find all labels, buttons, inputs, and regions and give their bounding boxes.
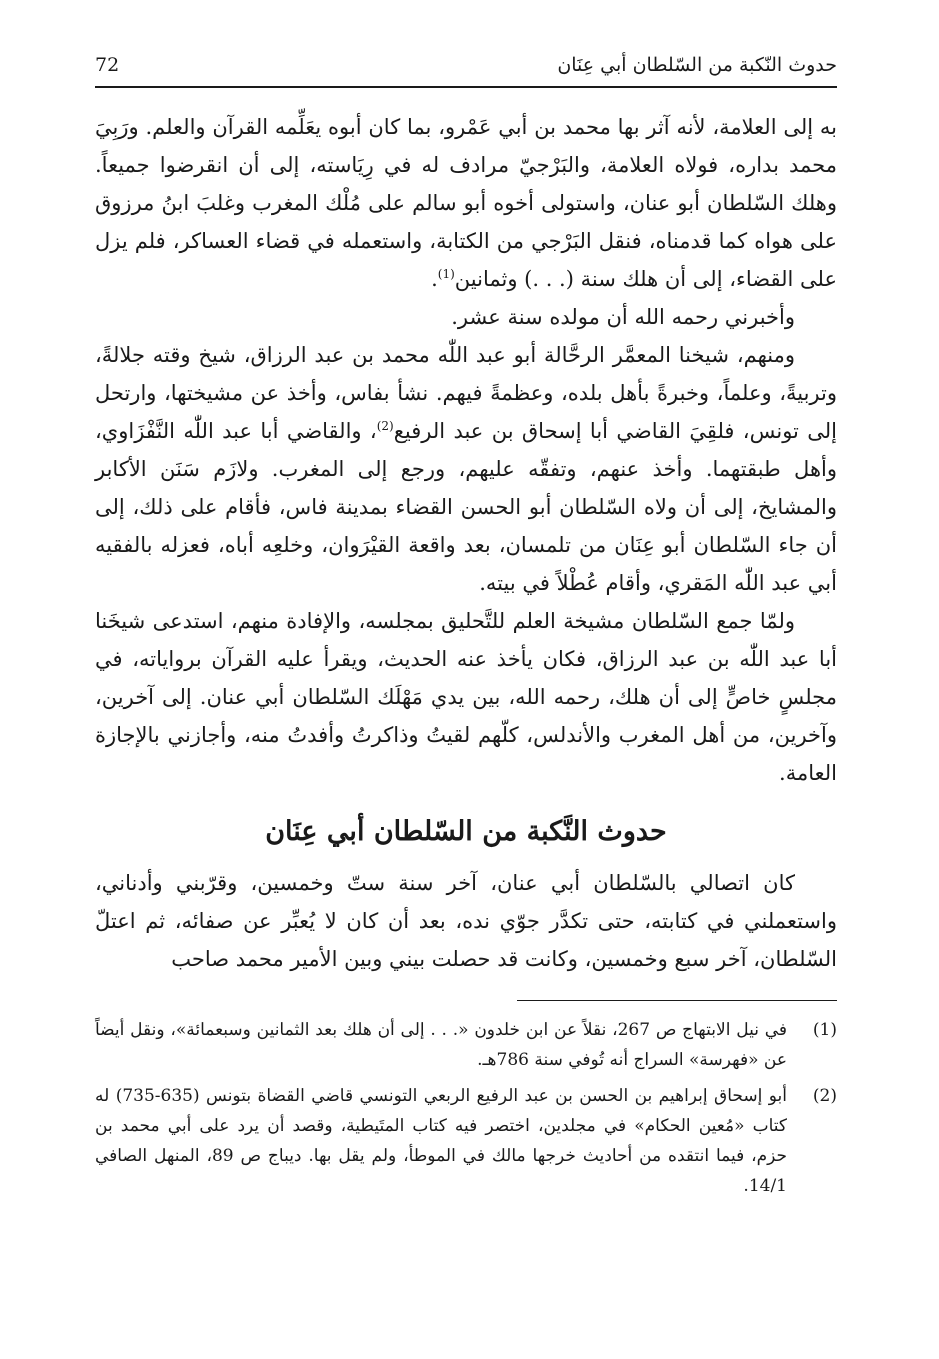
paragraph-3 bbox=[95, 336, 837, 602]
footnote-divider bbox=[517, 1000, 837, 1001]
paragraph-1 bbox=[95, 108, 837, 298]
footnotes bbox=[95, 1015, 837, 1201]
footnote-2-text: أبو إسحاق إبراهيم بن الحسن بن عبد الرفيع الربعي التونسي قاضي القضاة بتونس (635-735) له كتاب «مُعين الحكام» في مجلدين، اختصر فيه كتاب المتَيطية، وقصد أن يرد على أبي محمد بن حزم، فيما انتقده من أحاديث خرجها مالك في الموطأ، ولم يقل بها. ديباج ص 89، المنهل الصافي 14/1. bbox=[95, 1086, 787, 1196]
paragraph-1-text: به إلى العلامة، لأنه آثر بها محمد بن أبي عَمْرو، بما كان أبوه يعَلِّمه القرآن والعلم. ورَبِيَ محمد بداره، فولاه العلامة، والبَرْجيّ مرادف له في رِيَاسته، إلى أن انقرضوا جميعاً. وهلك السّلطان أبو عنان، واستولى أخوه أبو سالم على مُلْك المغرب وغلبَ ابنُ مرزوق على هواه كما قدمناه، فنقل البَرْجي من الكتابة، واستعمله في قضاء العساكر، فلم يزل على القضاء، إلى أن هلك سنة (. . .) وثمانين bbox=[95, 115, 837, 291]
paragraph-2: وأخبرني رحمه الله أن مولده سنة عشر. bbox=[451, 305, 795, 329]
footnote-ref-1[interactable]: (1) bbox=[437, 267, 455, 281]
footnote-2-number: (2) bbox=[812, 1086, 837, 1106]
paragraph-3-tail: ، والقاضي أبا عبد اللّٰه النَّفْزَاوي، وأهل طبقتهما. وأخذ عنهم، وتفقّه عليهم، ورجع إلى المغرب. ولازَم سَنَن الأكابر والمشايخ، إلى أن ولاه السّلطان أبو الحسن القضاء بمدينة فاس، فأقام على ذلك، إلى أن جاء السّلطان أبو عِنَان من تلمسان، بعد واقعة القيْرَوان، وخلعِه أباه، فعزله بالفقيه أبي عبد اللّٰه المَقري، وأقام عُطْلاً في بيته. bbox=[95, 419, 837, 595]
running-title: حدوث النّكبة من السّلطان أبي عِنَان bbox=[557, 54, 837, 76]
running-header bbox=[95, 40, 837, 88]
book-page bbox=[95, 40, 837, 1207]
section-paragraph: كان اتصالي بالسّلطان أبي عنان، آخر سنة ستّ وخمسين، وقرّبني وأدناني، واستعملني في كتابته، حتى تكدَّر جوّي نده، بعد أن كان لا يُعبِّر عن صفائه، ثم اعتلّ السّلطان، آخر سبع وخمسين، وكانت قد حصلت بيني وبين الأمير محمد صاحب bbox=[95, 871, 837, 971]
paragraph-3-text: ومنهم، شيخنا المعمَّر الرحَّالة أبو عبد اللّٰه محمد بن عبد الرزاق، شيخ وقته جلالةً، وتربيةً، وعلماً، وخبرةً بأهل بلده، وعظمةً فيهم. نشأ بفاس، وأخذ عن مشيختها، وارتحل إلى تونس، فلقِيَ القاضي أبا إسحاق بن عبد الرفيع bbox=[95, 343, 837, 443]
footnote-1-number: (1) bbox=[812, 1020, 837, 1040]
paragraph-4: ولمّا جمع السّلطان مشيخة العلم للتَّحليق بمجلسه، والإفادة منهم، استدعى شيخَنا أبا عبد اللّٰه بن عبد الرزاق، فكان يأخذ عنه الحديث، ويقرأ عليه القرآن برواياته، في مجلسٍ خاصٍّ إلى أن هلك، رحمه الله، بين يدي مَهْلَك السّلطان أبي عنان. إلى آخرين، وآخرين، من أهل المغرب والأندلس، كلّهم لقيتُ وذاكرتُ وأفدتُ منه، وأجازني بالإجازة العامة. bbox=[95, 609, 837, 785]
footnote-2 bbox=[95, 1081, 837, 1201]
footnote-1-text: في نيل الابتهاج ص 267، نقلاً عن ابن خلدون «. . . إلى أن هلك بعد الثمانين وسبعمائة»، ونقل أيضاً عن «فهرسة» السراج أنه تُوفي سنة 786هـ. bbox=[95, 1020, 788, 1070]
main-text bbox=[95, 108, 837, 978]
footnote-1 bbox=[95, 1015, 837, 1075]
page-number: 72 bbox=[95, 54, 120, 76]
footnote-ref-2[interactable]: (2) bbox=[376, 419, 394, 433]
paragraph-1-tail: . bbox=[431, 267, 438, 291]
section-heading: حدوث النَّكبة من السّلطان أبي عِنَان bbox=[265, 816, 667, 847]
